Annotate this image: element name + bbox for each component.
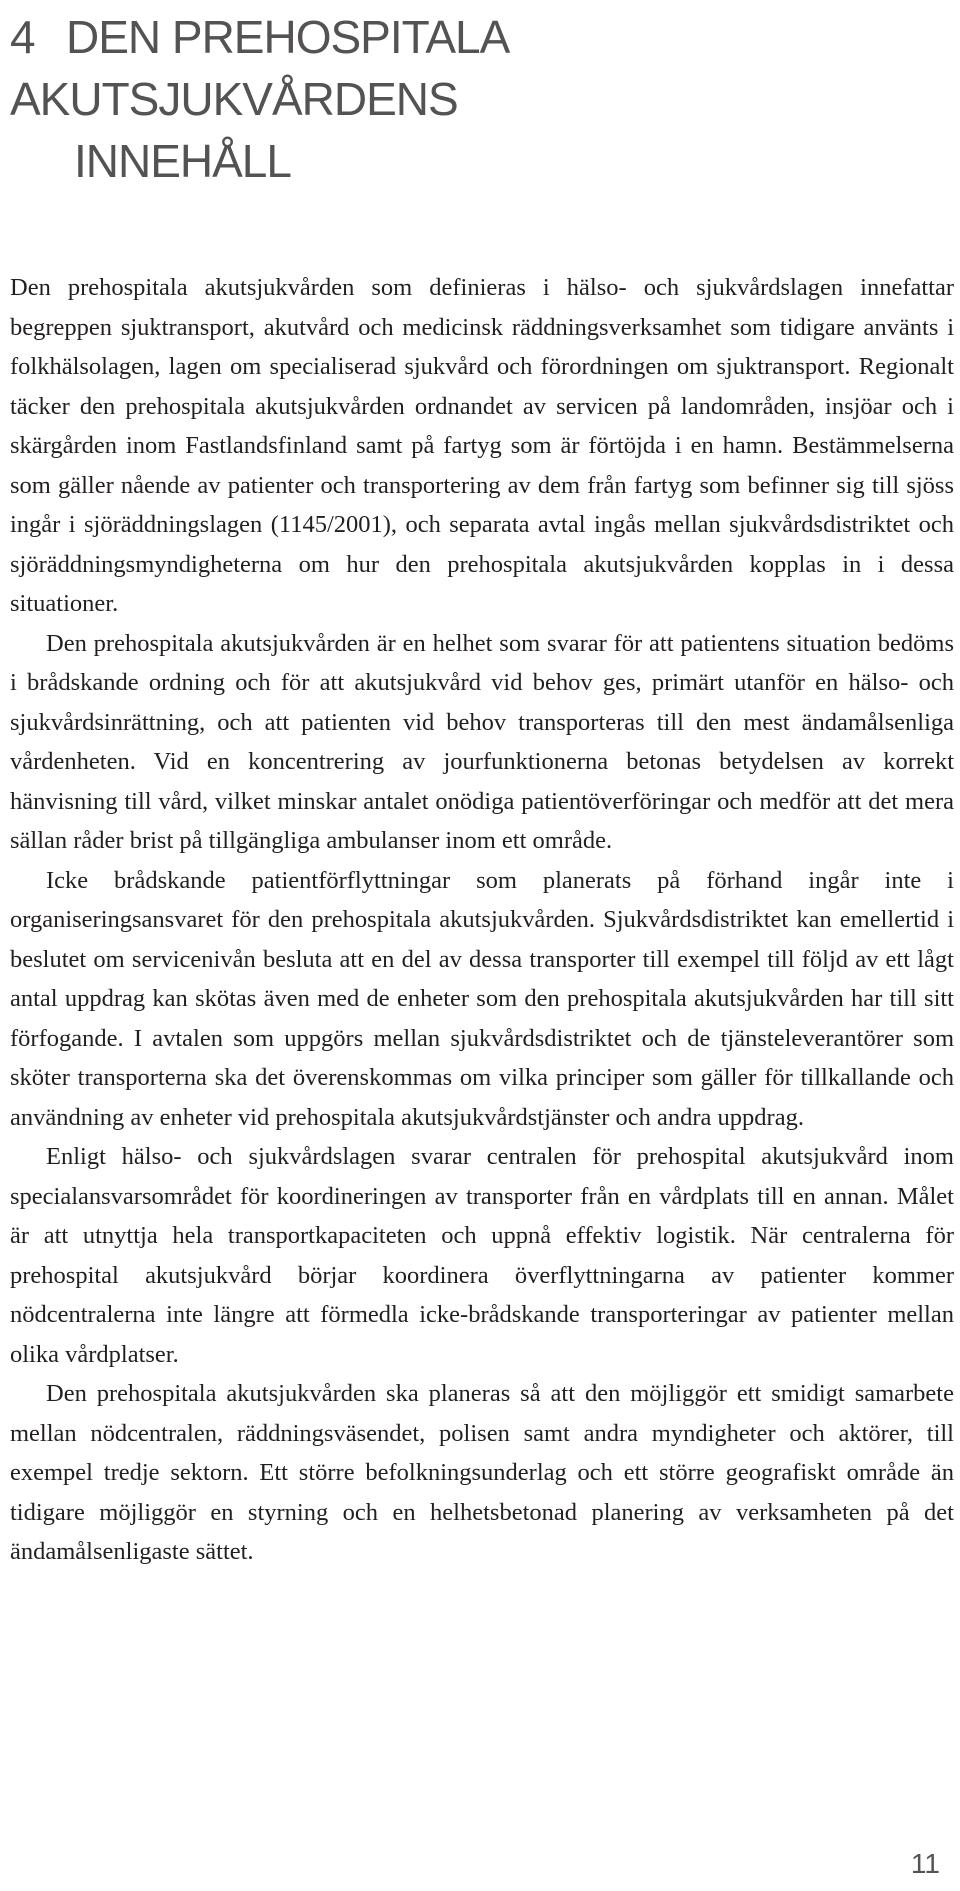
paragraph-1: Den prehospitala akutsjukvården som definieras i hälso- och sjukvårdslagen innefattar begreppen sjuktransport, akutvård och medicinsk räddningsverksamhet som tidigare använts i folkhälsolagen, lagen om specialiserad sjukvård och förordningen om sjuktransport. Regionalt täcker den prehospitala akutsjukvården ordnandet av servicen på landområden, insjöar och i skärgården inom Fastlandsfinland samt på fartyg som är förtöjda i en hamn. Bestämmelserna som gäller nående av patienter och transportering av dem från fartyg som befinner sig till sjöss ingår i sjöräddningslagen (1145/2001), och separata avtal ingås mellan sjukvårdsdistriktet och sjöräddningsmyndigheterna om hur den prehospitala akutsjukvården kopplas in i dessa situationer. bbox=[10, 274, 954, 617]
chapter-title-line2: INNEHÅLL bbox=[74, 135, 291, 187]
chapter-number: 4 bbox=[10, 11, 35, 63]
chapter-heading bbox=[10, 6, 940, 192]
chapter-title-line1: DEN PREHOSPITALA AKUTSJUKVÅRDENS bbox=[10, 11, 507, 125]
paragraph-3: Icke brådskande patientförflyttningar som planerats på förhand ingår inte i organiseringsansvaret för den prehospitala akutsjukvården. Sjukvårdsdistriktet kan emellertid i beslutet om servicenivån besluta att en del av dessa transporter till exempel till följd av ett lågt antal uppdrag kan skötas även med de enheter som den prehospitala akutsjukvården har till sitt förfogande. I avtalen som uppgörs mellan sjukvårdsdistriktet och de tjänsteleverantörer som sköter transporterna ska det överenskommas om vilka principer som gäller för tillkallande och användning av enheter vid prehospitala akutsjukvårdstjänster och andra uppdrag. bbox=[10, 866, 954, 1131]
paragraph-5: Den prehospitala akutsjukvården ska planeras så att den möjliggör ett smidigt samarbete mellan nödcentralen, räddningsväsendet, polisen samt andra myndigheter och aktörer, till exempel tredje sektorn. Ett större befolkningsunderlag och ett större geografiskt område än tidigare möjliggör en styrning och en helhetsbetonad planering av verksamheten på det ändamålsenligaste sättet. bbox=[10, 1380, 954, 1565]
paragraph-4: Enligt hälso- och sjukvårdslagen svarar centralen för prehospital akutsjukvård inom specialansvarsområdet för koordineringen av transporter från en vårdplats till en annan. Målet är att utnyttja hela transportkapaciteten och uppnå effektiv logistik. När centralerna för prehospital akutsjukvård börjar koordinera överflyttningarna av patienter kommer nödcentralerna inte längre att förmedla icke-brådskande transporteringar av patienter mellan olika vårdplatser. bbox=[10, 1143, 954, 1368]
body-text bbox=[10, 268, 954, 1572]
paragraph-2: Den prehospitala akutsjukvården är en helhet som svarar för att patientens situation bedöms i brådskande ordning och för att akutsjukvård vid behov ges, primärt utanför en hälso- och sjukvårdsinrättning, och att patienten vid behov transporteras till den mest ändamålsenliga vårdenheten. Vid en koncentrering av jourfunktionerna betonas betydelsen av korrekt hänvisning till vård, vilket minskar antalet onödiga patientöverföringar och medför att det mera sällan råder brist på tillgängliga ambulanser inom ett område. bbox=[10, 629, 954, 854]
page-number: 11 bbox=[910, 1848, 940, 1879]
